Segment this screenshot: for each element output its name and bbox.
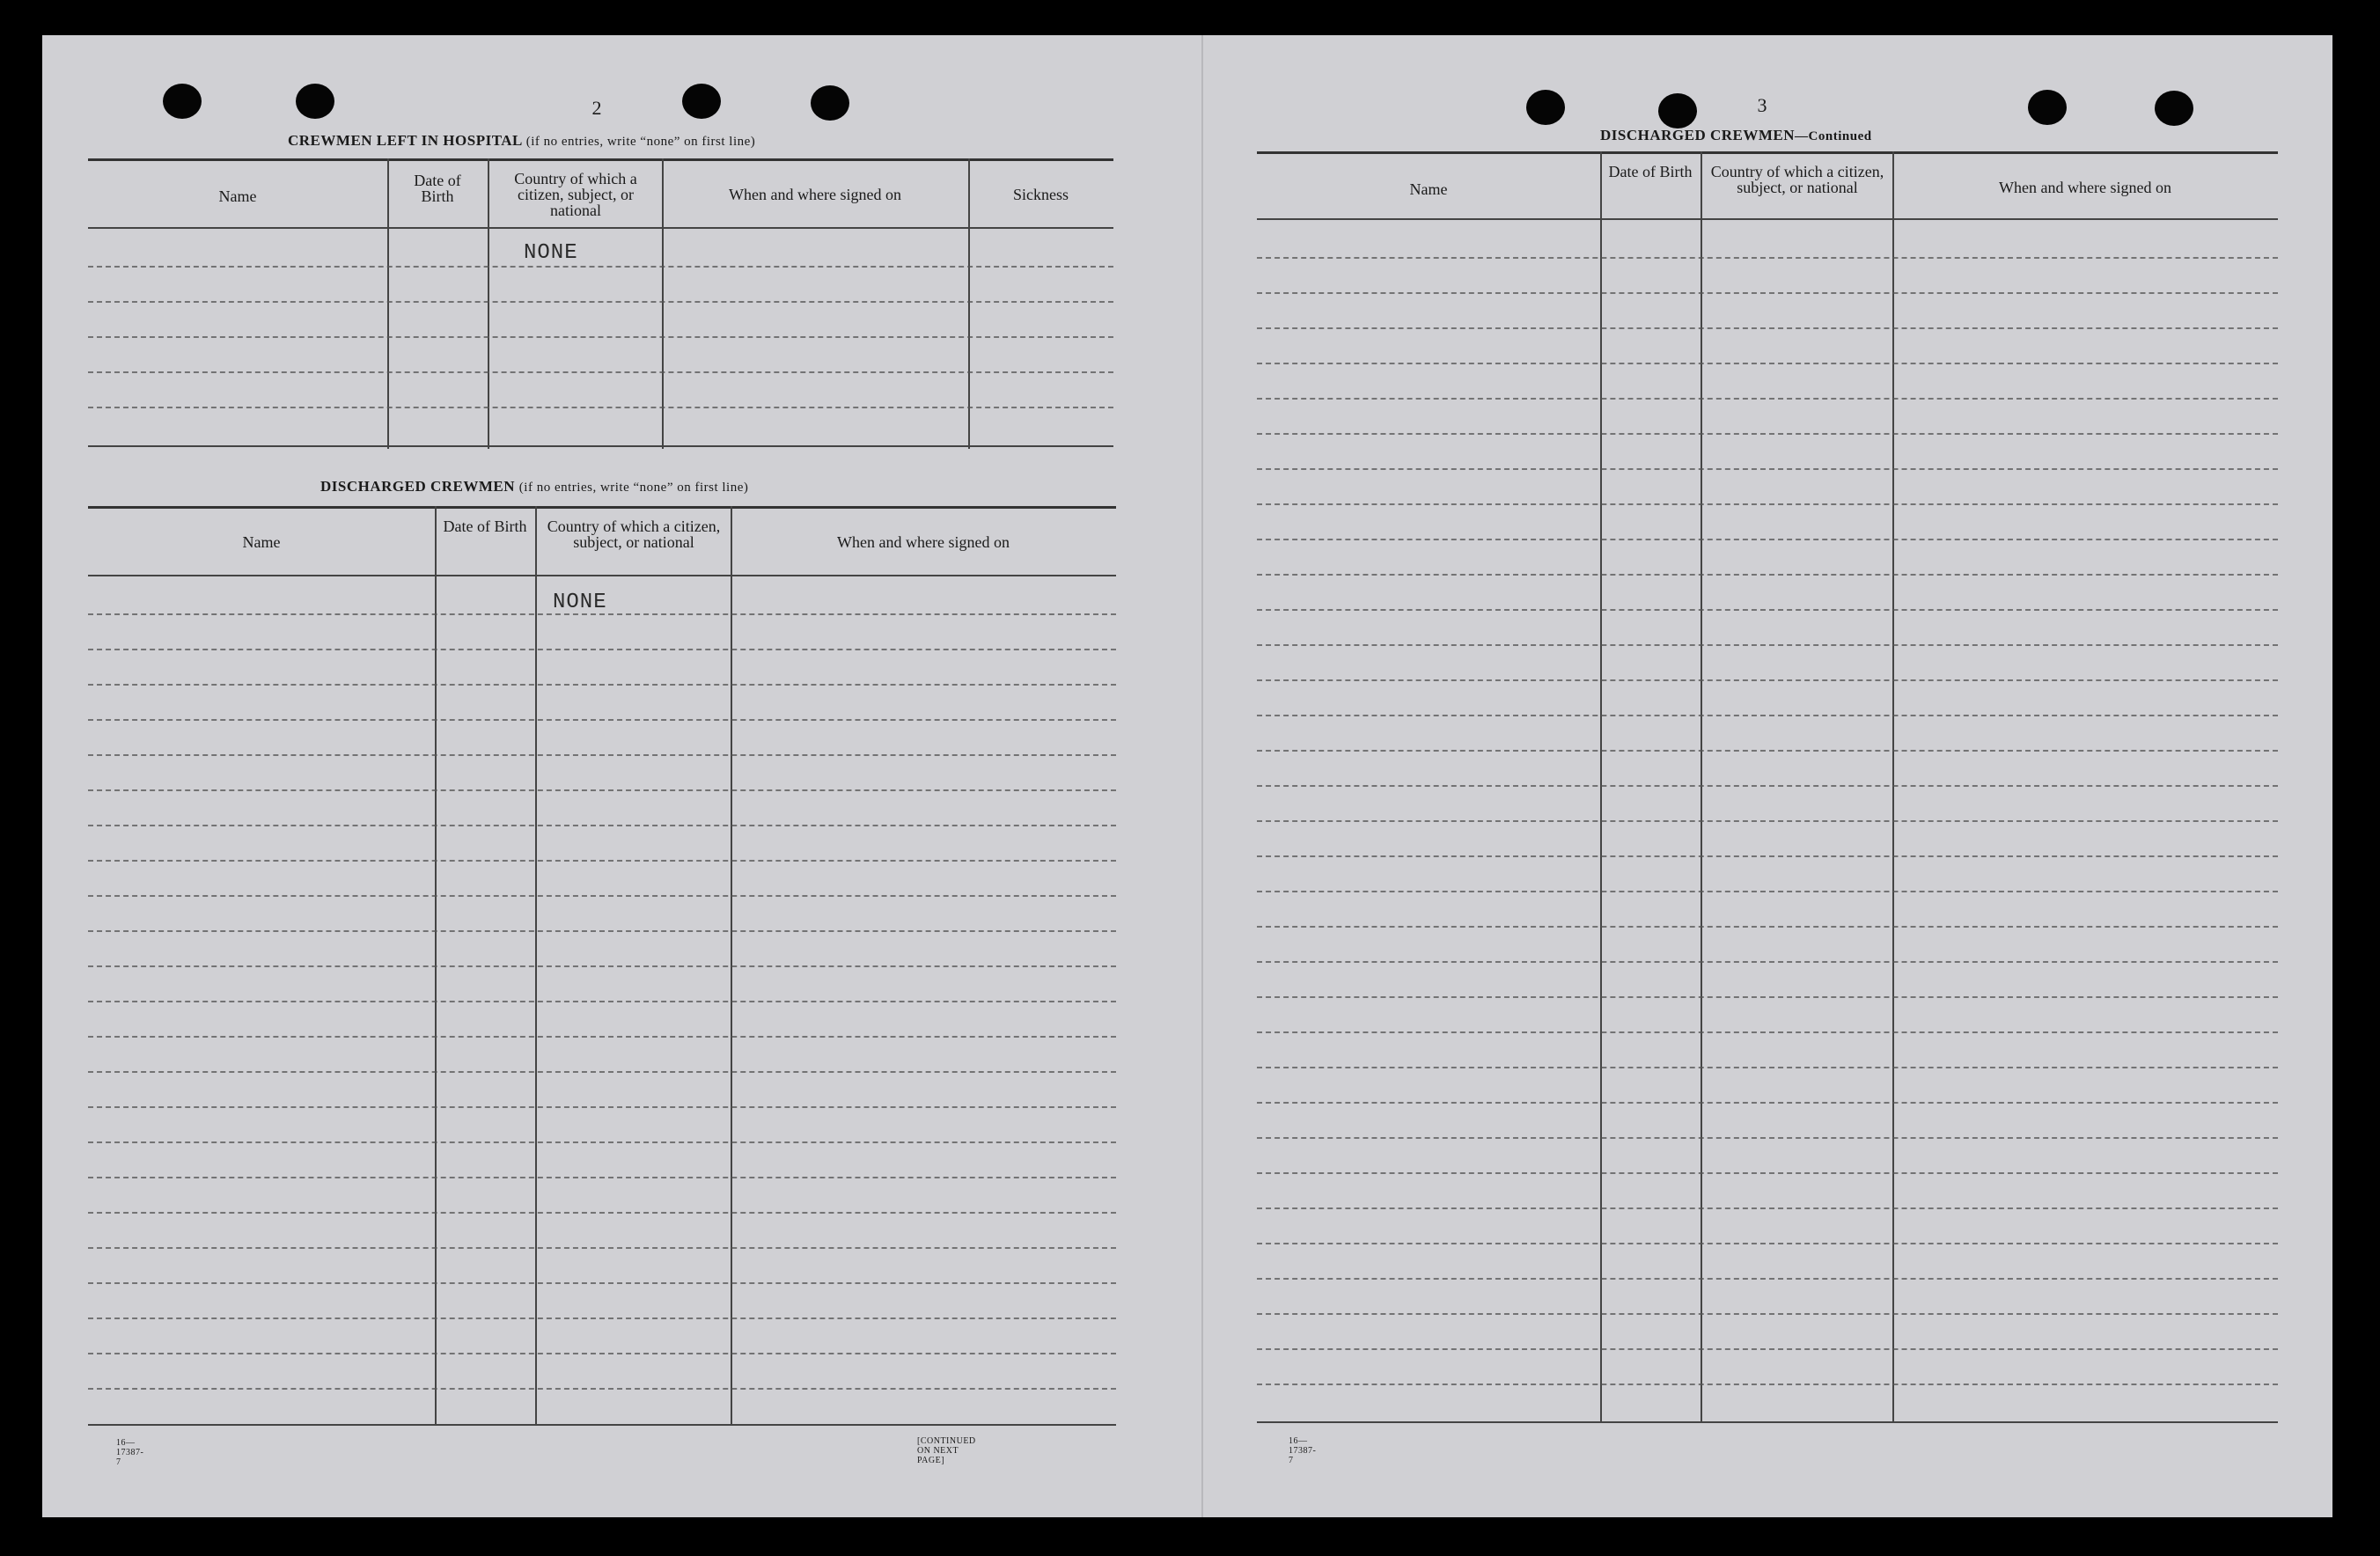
- continued-note: [CONTINUED ON NEXT PAGE]: [917, 1436, 976, 1465]
- discharged-table: [88, 506, 1116, 1430]
- punch-hole: [1526, 90, 1565, 125]
- punch-hole: [296, 84, 334, 119]
- col-header-name: Name: [242, 533, 281, 551]
- punch-hole: [2155, 91, 2193, 126]
- col-header-signed-on: When and where signed on: [729, 186, 901, 203]
- punch-hole: [2028, 90, 2067, 125]
- punch-hole: [811, 85, 849, 121]
- discharged-section-title: [320, 478, 748, 495]
- col-header-signed-on: When and where signed on: [837, 533, 1010, 551]
- col-header-date-of-birth: Date of Birth: [1608, 163, 1693, 180]
- hospital-title-note: (if no entries, write “none” on first line): [525, 135, 756, 149]
- discharged-first-entry: NONE: [553, 591, 607, 614]
- punch-hole: [682, 84, 721, 119]
- col-header-name: Name: [218, 187, 257, 205]
- form-number: 16—17387-7: [1289, 1436, 1317, 1465]
- punch-hole: [1658, 93, 1697, 128]
- col-header-date-of-birth: Date of Birth: [414, 172, 461, 205]
- discharged-continued-table: [1257, 151, 2278, 1428]
- hospital-section-title: [288, 132, 755, 150]
- col-header-country: Country of which a citizen, subject, or national: [1710, 163, 1884, 196]
- col-header-country: Country of which a citizen, subject, or national: [547, 517, 721, 551]
- page-number: 2: [591, 97, 602, 119]
- discharged-title-note: (if no entries, write “none” on first line): [518, 481, 749, 495]
- punch-hole: [163, 84, 202, 119]
- hospital-first-entry: NONE: [524, 241, 578, 265]
- hospital-title-text: CREWMEN LEFT IN HOSPITAL: [288, 132, 522, 149]
- form-number: 16—17387-7: [116, 1438, 144, 1467]
- hospital-table: [88, 158, 1113, 449]
- discharged-title-text: DISCHARGED CREWMEN: [320, 478, 516, 495]
- col-header-signed-on: When and where signed on: [1999, 179, 2171, 196]
- col-header-sickness: Sickness: [1013, 186, 1069, 203]
- col-header-name: Name: [1409, 180, 1448, 198]
- discharged-continued-title: [1600, 127, 1872, 144]
- discharged-continued-title-text: DISCHARGED CREWMEN: [1600, 127, 1796, 143]
- page-number: 3: [1757, 94, 1767, 116]
- col-header-country: Country of which a citizen, subject, or national: [514, 170, 637, 219]
- page-fold: [1201, 35, 1203, 1517]
- discharged-continued-suffix: —Continued: [1795, 129, 1872, 143]
- col-header-date-of-birth: Date of Birth: [443, 517, 527, 535]
